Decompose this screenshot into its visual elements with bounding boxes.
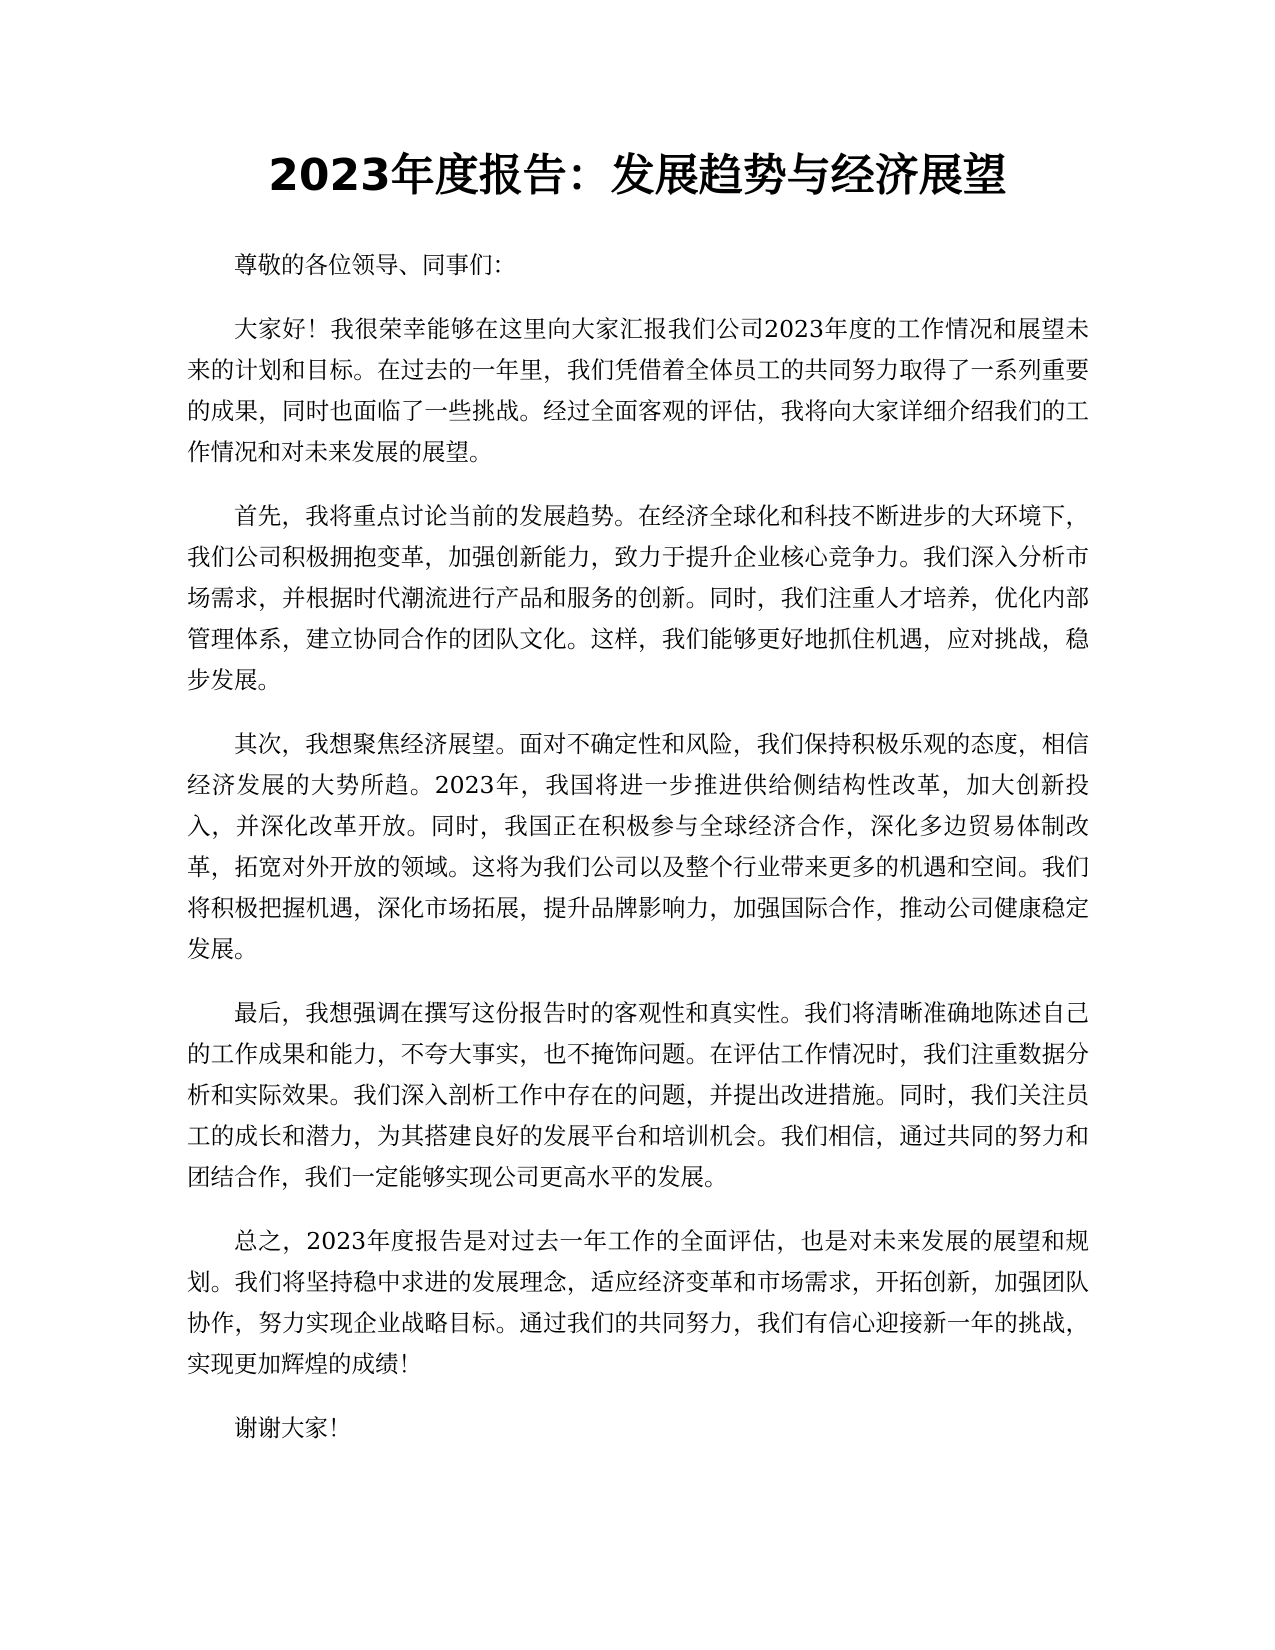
paragraph-intro: 大家好！我很荣幸能够在这里向大家汇报我们公司2023年度的工作情况和展望未来的计划和目标。在过去的一年里，我们凭借着全体员工的共同努力取得了一系列重要的成果，同时也面临了一些挑战。经过全面客观的评估，我将向大家详细介绍我们的工作情况和对未来发展的展望。 [187, 315, 1089, 466]
paragraph-development-trends: 首先，我将重点讨论当前的发展趋势。在经济全球化和科技不断进步的大环境下，我们公司积极拥抱变革，加强创新能力，致力于提升企业核心竞争力。我们深入分析市场需求，并根据时代潮流进行产品和服务的创新。同时，我们注重人才培养，优化内部管理体系，建立协同合作的团队文化。这样，我们能够更好地抓住机遇，应对挑战，稳步发展。 [187, 502, 1089, 694]
paragraph-economic-outlook: 其次，我想聚焦经济展望。面对不确定性和风险，我们保持积极乐观的态度，相信经济发展的大势所趋。2023年，我国将进一步推进供给侧结构性改革，加大创新投入，并深化改革开放。同时，我国正在积极参与全球经济合作，深化多边贸易体制改革，拓宽对外开放的领域。这将为我们公司以及整个行业带来更多的机遇和空间。我们将积极把握机遇，深化市场拓展，提升品牌影响力，加强国际合作，推动公司健康稳定发展。 [187, 730, 1089, 963]
salutation: 尊敬的各位领导、同事们： [234, 251, 516, 279]
document-title: 2023年度报告：发展趋势与经济展望 [268, 150, 1007, 201]
document-body [187, 245, 1089, 1472]
closing-thanks: 谢谢大家！ [234, 1414, 352, 1442]
paragraph-objectivity: 最后，我想强调在撰写这份报告时的客观性和真实性。我们将清晰准确地陈述自己的工作成果和能力，不夸大事实，也不掩饰问题。在评估工作情况时，我们注重数据分析和实际效果。我们深入剖析工作中存在的问题，并提出改进措施。同时，我们关注员工的成长和潜力，为其搭建良好的发展平台和培训机会。我们相信，通过共同的努力和团结合作，我们一定能够实现公司更高水平的发展。 [187, 999, 1089, 1191]
paragraph-conclusion: 总之，2023年度报告是对过去一年工作的全面评估，也是对未来发展的展望和规划。我们将坚持稳中求进的发展理念，适应经济变革和市场需求，开拓创新，加强团队协作，努力实现企业战略目标。通过我们的共同努力，我们有信心迎接新一年的挑战，实现更加辉煌的成绩！ [187, 1227, 1089, 1378]
